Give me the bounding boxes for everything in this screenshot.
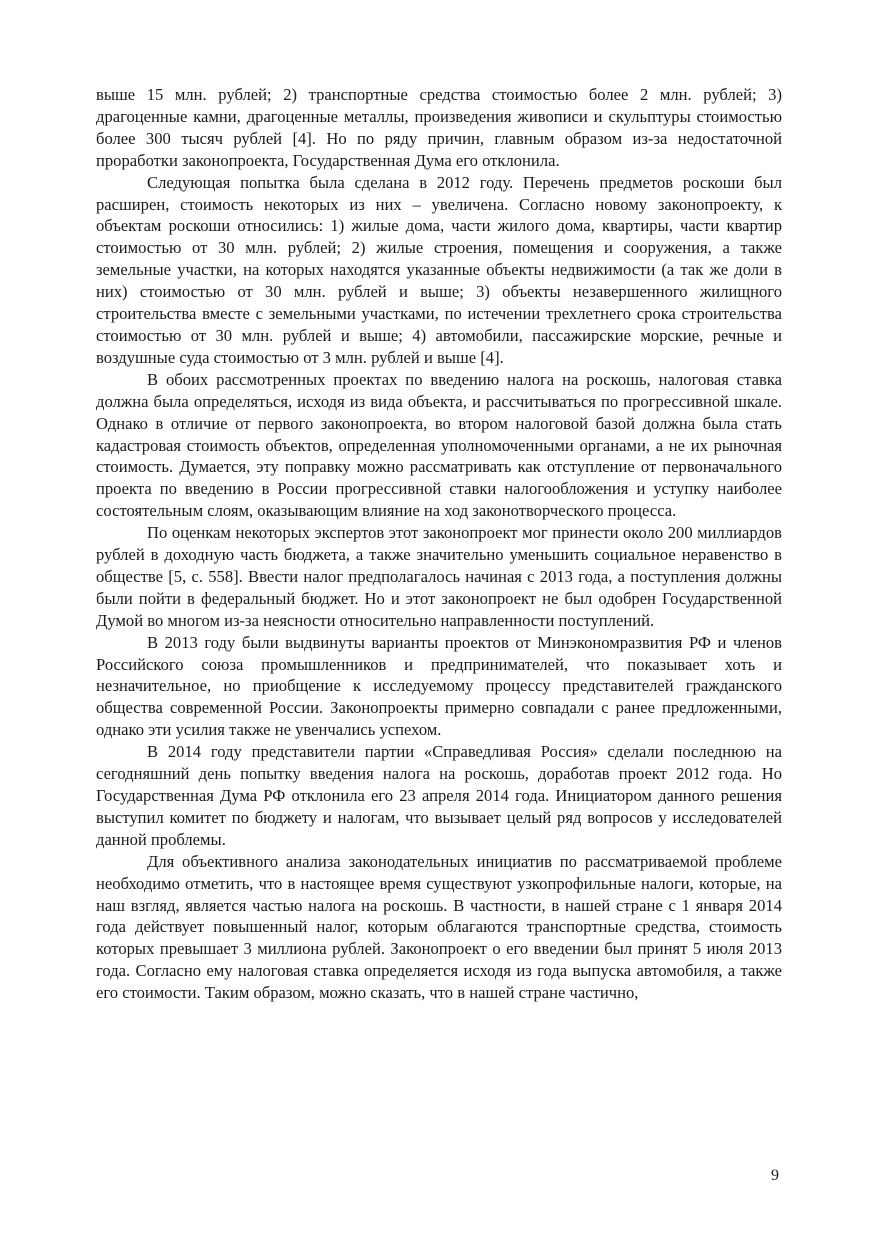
paragraph-3: В обоих рассмотренных проектах по введению налога на роскошь, налоговая ставка должна была определяться, исходя из вида объекта, и рассчитываться по прогрессивной шкале. Однако в отличие от первого законопроекта, во втором налоговой базой должна была стать кадастровая стоимость объектов, определенная уполномоченными органами, а не их рыночная стоимость. Думается, эту поправку можно рассматривать как отступление от первоначального проекта по введению в России прогрессивной ставки налогообложения и уступку наиболее состоятельным слоям, оказывающим влияние на ход законотворческого процесса. <box>96 369 782 521</box>
paragraph-1: выше 15 млн. рублей; 2) транспортные средства стоимостью более 2 млн. рублей; 3) драгоценные камни, драгоценные металлы, произведения живописи и скульптуры стоимостью более 300 тысяч рублей [4]. Но по ряду причин, главным образом из-за недостаточной проработки законопроекта, Государственная Дума его отклонила. <box>96 85 782 170</box>
paragraph-6: В 2014 году представители партии «Справедливая Россия» сделали последнюю на сегодняшний день попытку введения налога на роскошь, доработав проект 2012 года. Но Государственная Дума РФ отклонила его 23 апреля 2014 года. Инициатором данного решения выступил комитет по бюджету и налогам, что вызывает целый ряд вопросов у исследователей данной проблемы. <box>96 742 782 849</box>
page-number: 9 <box>771 1167 779 1184</box>
paragraph-5: В 2013 году были выдвинуты варианты проектов от Минэкономразвития РФ и членов Российского союза промышленников и предпринимателей, что показывает хоть и незначительное, но приобщение к исследуемому процессу представителей гражданского общества современной России. Законопроекты примерно совпадали с ранее предложенными, однако эти усилия также не увенчались успехом. <box>96 632 782 740</box>
paragraph-2: Следующая попытка была сделана в 2012 году. Перечень предметов роскоши был расширен, стоимость некоторых из них – увеличена. Согласно новому законопроекту, к объектам роскоши относились: 1) жилые дома, части жилого дома, квартиры, части квартир стоимостью от 30 млн. рублей; 2) жилые строения, помещения и сооружения, а также земельные участки, на которых находятся указанные объекты недвижимости (а так же доли в них) стоимостью от 30 млн. рублей и выше; 3) объекты незавершенного жилищного строительства вместе с земельными участками, по истечении трехлетнего срока строительства стоимостью от 30 млн. рублей и выше; 4) автомобили, пассажирские морские, речные и воздушные суда стоимостью от 3 млн. рублей и выше [4]. <box>96 172 782 367</box>
paragraph-7: Для объективного анализа законодательных инициатив по рассматриваемой проблеме необходимо отметить, что в настоящее время существуют узкопрофильные налоги, которые, на наш взгляд, является частью налога на роскошь. В частности, в нашей стране с 1 января 2014 года действует повышенный налог, которым облагаются транспортные средства, стоимость которых превышает 3 миллиона рублей. Законопроект о его введении был принят 5 июля 2013 года. Согласно ему налоговая ставка определяется исходя из года выпуска автомобиля, а также его стоимости. Таким образом, можно сказать, что в нашей стране частично, <box>96 851 782 1003</box>
body-text <box>96 84 782 1004</box>
paragraph-4: По оценкам некоторых экспертов этот законопроект мог принести около 200 миллиардов рублей в доходную часть бюджета, а также значительно уменьшить социальное неравенство в обществе [5, с. 558]. Ввести налог предполагалось начиная с 2013 года, а поступления должны были пойти в федеральный бюджет. Но и этот законопроект не был одобрен Государственной Думой во многом из-за неясности относительно направленности поступлений. <box>96 523 782 630</box>
